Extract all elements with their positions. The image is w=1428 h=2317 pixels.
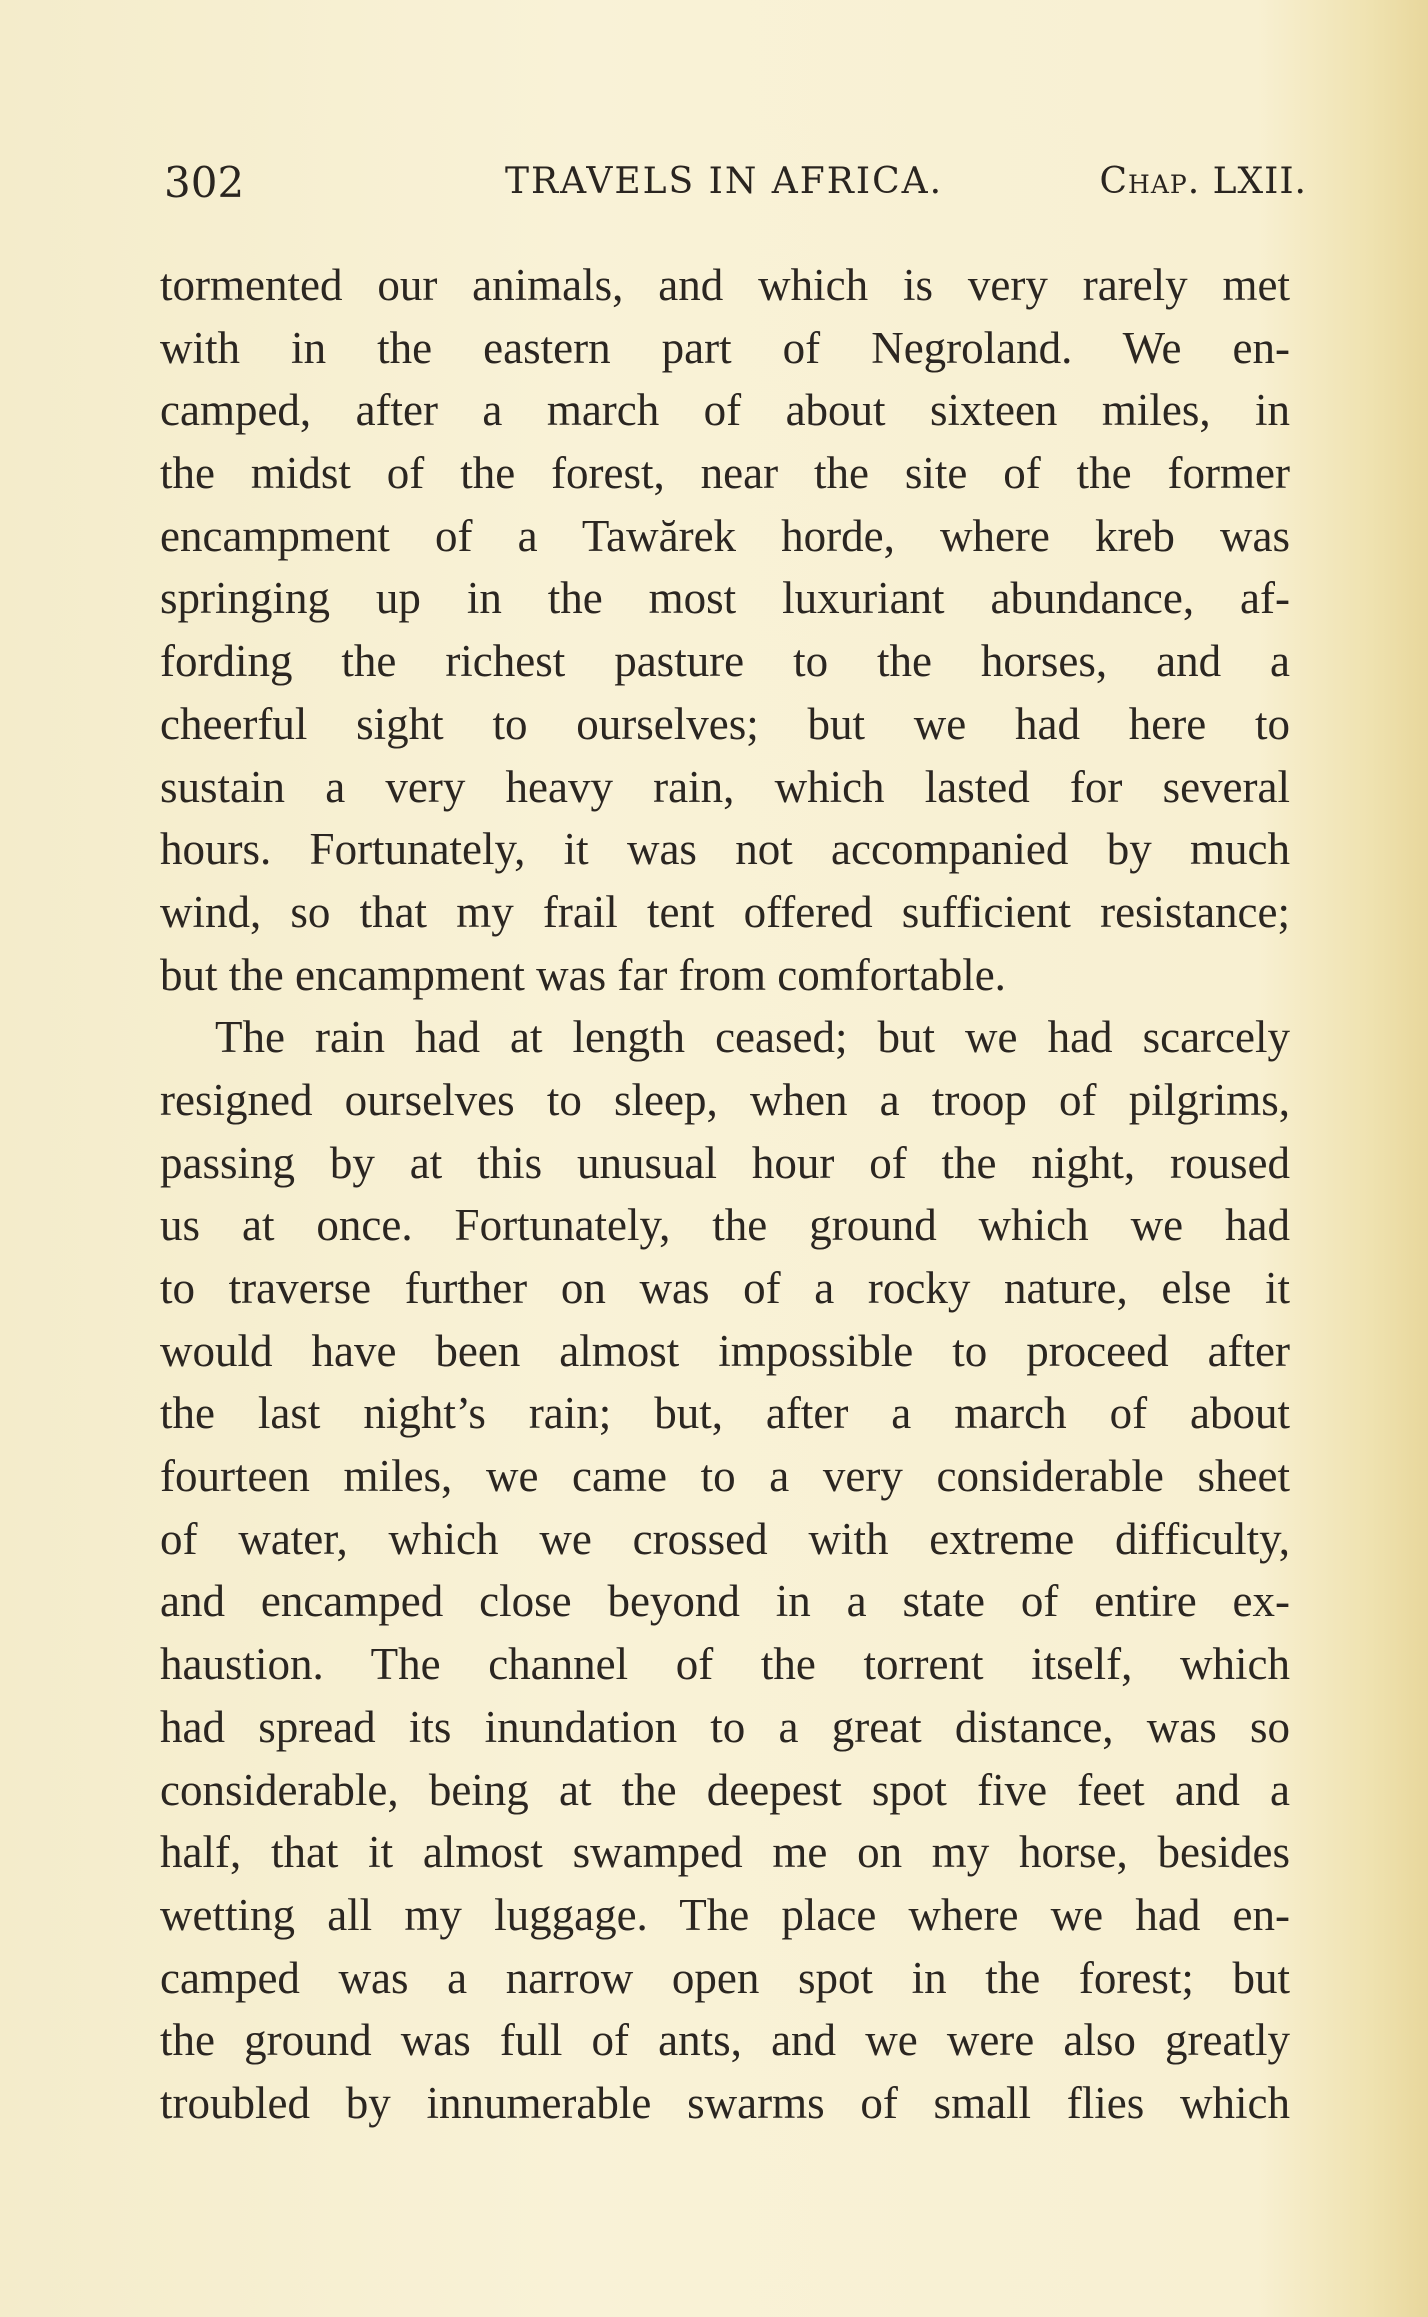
text-line: springing up in the most luxuriant abundance, af- (160, 573, 1290, 624)
text-line: and encamped close beyond in a state of entire ex- (160, 1576, 1290, 1627)
text-line: camped, after a march of about sixteen miles, in (160, 385, 1290, 436)
text-line: tormented our animals, and which is very rarely met (160, 260, 1290, 310)
text-line: wind, so that my frail tent offered sufficient resistance; (160, 886, 1290, 937)
text-line: haustion. The channel of the torrent itself, which (160, 1639, 1290, 1690)
text-line: of water, which we crossed with extreme difficulty, (160, 1513, 1290, 1564)
text-line: would have been almost impossible to proceed after (160, 1325, 1290, 1376)
page-number: 302 (164, 158, 245, 207)
text-line: camped was a narrow open spot in the forest; but (160, 1952, 1290, 2003)
text-line: considerable, being at the deepest spot five feet and a (160, 1764, 1290, 1815)
text-line: encampment of a Tawărek horde, where kreb was (160, 510, 1290, 561)
text-line: hours. Fortunately, it was not accompanied by much (160, 824, 1290, 875)
text-line: the ground was full of ants, and we were also greatly (160, 2015, 1290, 2066)
text-line: to traverse further on was of a rocky nature, else it (160, 1263, 1290, 1313)
text-line: fourteen miles, we came to a very considerable sheet (160, 1451, 1290, 1502)
text-line: half, that it almost swamped me on my horse, besides (160, 1827, 1290, 1878)
text-line: us at once. Fortunately, the ground which we had (160, 1200, 1290, 1251)
page-header (160, 158, 1307, 218)
text-line: with in the eastern part of Negroland. We en- (160, 322, 1290, 373)
text-line: the last night’s rain; but, after a march of about (160, 1388, 1290, 1439)
text-line: cheerful sight to ourselves; but we had here to (160, 698, 1290, 749)
paragraph-first-line: The rain had at length ceased; but we had scarcely (215, 1012, 1290, 1063)
text-line: sustain a very heavy rain, which lasted for several (160, 761, 1290, 812)
text-line: the midst of the forest, near the site of the former (160, 448, 1290, 499)
running-title: TRAVELS IN AFRICA. (505, 161, 944, 202)
text-line: wetting all my luggage. The place where we had en- (160, 1889, 1290, 1940)
text-line: but the encampment was far from comfortable. (160, 949, 1006, 1000)
text-line: resigned ourselves to sleep, when a troop of pilgrims, (160, 1074, 1290, 1125)
text-line: passing by at this unusual hour of the night, roused (160, 1137, 1290, 1188)
text-line: troubled by innumerable swarms of small flies which (160, 2077, 1290, 2128)
text-line: had spread its inundation to a great distance, was so (160, 1701, 1290, 1752)
body-text (160, 254, 1290, 2135)
text-line: fording the richest pasture to the horses, and a (160, 636, 1290, 687)
chapter-label: Chap. LXII. (1099, 161, 1307, 202)
